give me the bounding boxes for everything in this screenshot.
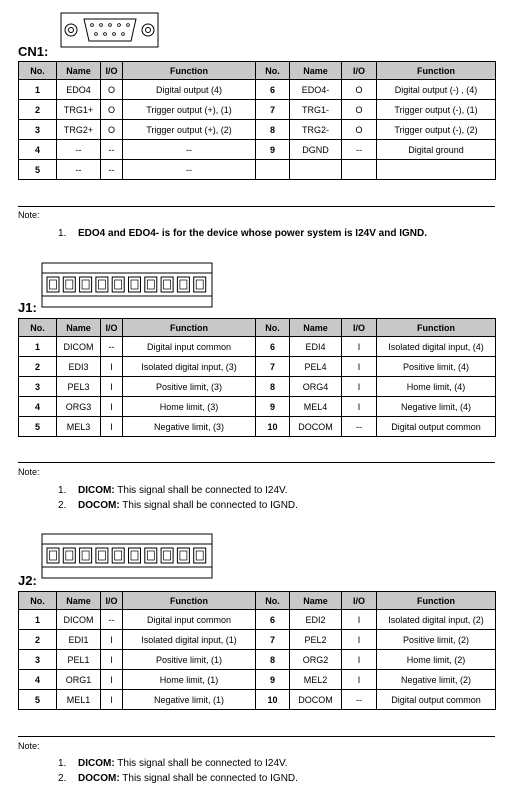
- column-header: Name: [57, 592, 101, 610]
- table-cell: EDO4: [57, 80, 101, 100]
- table-cell: 6: [256, 337, 290, 357]
- table-row: [19, 120, 496, 140]
- table-cell: 3: [19, 377, 57, 397]
- table-cell: Isolated digital input, (2): [377, 610, 496, 630]
- table-cell: 7: [256, 357, 290, 377]
- column-header: Name: [290, 62, 342, 80]
- note-item: [58, 498, 298, 513]
- table-cell: 6: [256, 610, 290, 630]
- table-cell: I: [101, 417, 123, 437]
- table-cell: Digital output (4): [123, 80, 256, 100]
- table-cell: 6: [256, 80, 290, 100]
- table-cell: 8: [256, 377, 290, 397]
- note-text: This signal shall be connected to I24V.: [114, 485, 288, 496]
- table-row: [19, 100, 496, 120]
- table-cell: [290, 160, 342, 180]
- table-cell: PEL3: [57, 377, 101, 397]
- note-number: 2.: [58, 500, 67, 511]
- note-item: [58, 771, 298, 786]
- column-header: No.: [256, 592, 290, 610]
- j1-label: J1:: [18, 300, 37, 315]
- table-cell: Negative limit, (2): [377, 670, 496, 690]
- table-cell: Digital input common: [123, 610, 256, 630]
- table-cell: PEL4: [290, 357, 342, 377]
- note-number: 1.: [58, 228, 67, 239]
- table-cell: --: [101, 337, 123, 357]
- note-bold-text: DOCOM:: [78, 773, 120, 784]
- table-cell: --: [342, 140, 377, 160]
- cn1-label: CN1:: [18, 44, 49, 59]
- table-cell: PEL1: [57, 650, 101, 670]
- table-cell: DOCOM: [290, 690, 342, 710]
- table-cell: DGND: [290, 140, 342, 160]
- table-cell: 1: [19, 610, 57, 630]
- table-cell: I: [342, 377, 377, 397]
- table-cell: Positive limit, (2): [377, 630, 496, 650]
- table-cell: TRG1-: [290, 100, 342, 120]
- column-header: I/O: [342, 592, 377, 610]
- note-item: [58, 226, 427, 241]
- table-header-row: [19, 62, 496, 80]
- table-cell: O: [101, 120, 123, 140]
- table-cell: --: [57, 160, 101, 180]
- column-header: I/O: [101, 592, 123, 610]
- table-cell: 9: [256, 140, 290, 160]
- column-header: Function: [377, 592, 496, 610]
- table-header-row: [19, 592, 496, 610]
- table-cell: 9: [256, 397, 290, 417]
- table-cell: --: [123, 160, 256, 180]
- table-cell: DICOM: [57, 337, 101, 357]
- j1-notes: [58, 483, 298, 513]
- table-cell: 10: [256, 690, 290, 710]
- table-cell: Home limit, (2): [377, 650, 496, 670]
- table-row: [19, 337, 496, 357]
- table-cell: 1: [19, 80, 57, 100]
- table-cell: ORG3: [57, 397, 101, 417]
- cn1-pin-table: [18, 61, 496, 180]
- table-row: [19, 140, 496, 160]
- table-cell: [342, 160, 377, 180]
- table-cell: 8: [256, 120, 290, 140]
- j2-pin-table: [18, 591, 496, 710]
- terminal-block-icon: [40, 533, 215, 579]
- cn1-note-label: Note:: [18, 210, 40, 220]
- table-row: [19, 610, 496, 630]
- table-cell: O: [342, 120, 377, 140]
- table-cell: Negative limit, (1): [123, 690, 256, 710]
- table-cell: --: [57, 140, 101, 160]
- note-text: This signal shall be connected to I24V.: [114, 758, 288, 769]
- table-cell: Isolated digital input, (1): [123, 630, 256, 650]
- table-cell: --: [342, 690, 377, 710]
- table-cell: Trigger output (-), (2): [377, 120, 496, 140]
- table-cell: 5: [19, 690, 57, 710]
- table-cell: DOCOM: [290, 417, 342, 437]
- table-cell: 5: [19, 160, 57, 180]
- table-cell: --: [342, 417, 377, 437]
- terminal-block-icon: [40, 262, 215, 308]
- table-cell: Digital input common: [123, 337, 256, 357]
- note-bold-text: DOCOM:: [78, 500, 120, 511]
- table-row: [19, 417, 496, 437]
- table-cell: Digital ground: [377, 140, 496, 160]
- table-cell: 4: [19, 397, 57, 417]
- table-cell: I: [101, 690, 123, 710]
- table-cell: Negative limit, (3): [123, 417, 256, 437]
- table-cell: [377, 160, 496, 180]
- table-cell: Digital output (-) , (4): [377, 80, 496, 100]
- j2-notes: [58, 756, 298, 786]
- table-cell: TRG1+: [57, 100, 101, 120]
- table-cell: 2: [19, 630, 57, 650]
- table-cell: Home limit, (4): [377, 377, 496, 397]
- table-cell: ORG4: [290, 377, 342, 397]
- table-cell: Home limit, (1): [123, 670, 256, 690]
- table-cell: 4: [19, 670, 57, 690]
- table-cell: Trigger output (+), (2): [123, 120, 256, 140]
- table-row: [19, 650, 496, 670]
- table-cell: 8: [256, 650, 290, 670]
- table-cell: MEL1: [57, 690, 101, 710]
- column-header: Name: [57, 319, 101, 337]
- table-cell: Digital output common: [377, 417, 496, 437]
- column-header: Function: [123, 319, 256, 337]
- j2-label: J2:: [18, 573, 37, 588]
- table-cell: EDI4: [290, 337, 342, 357]
- table-cell: Positive limit, (1): [123, 650, 256, 670]
- table-cell: --: [123, 140, 256, 160]
- note-bold-text: DICOM:: [78, 485, 115, 496]
- table-row: [19, 357, 496, 377]
- table-row: [19, 377, 496, 397]
- table-cell: TRG2+: [57, 120, 101, 140]
- table-cell: EDI3: [57, 357, 101, 377]
- table-cell: I: [342, 357, 377, 377]
- table-cell: I: [101, 630, 123, 650]
- j1-note-label: Note:: [18, 467, 40, 477]
- table-cell: I: [101, 650, 123, 670]
- note-text: This signal shall be connected to IGND.: [119, 500, 298, 511]
- table-cell: 2: [19, 100, 57, 120]
- table-cell: 10: [256, 417, 290, 437]
- table-cell: O: [342, 100, 377, 120]
- table-cell: I: [342, 670, 377, 690]
- note-number: 1.: [58, 758, 67, 769]
- table-cell: O: [101, 100, 123, 120]
- table-cell: O: [342, 80, 377, 100]
- table-cell: MEL3: [57, 417, 101, 437]
- note-text: This signal shall be connected to IGND.: [119, 773, 298, 784]
- table-cell: PEL2: [290, 630, 342, 650]
- column-header: No.: [19, 592, 57, 610]
- column-header: Function: [123, 62, 256, 80]
- table-cell: [256, 160, 290, 180]
- column-header: Function: [377, 319, 496, 337]
- table-cell: Trigger output (+), (1): [123, 100, 256, 120]
- column-header: No.: [19, 62, 57, 80]
- column-header: No.: [256, 319, 290, 337]
- note-bold-text: EDO4 and EDO4- is for the device whose power system is I24V and IGND.: [78, 228, 427, 239]
- column-header: Name: [290, 319, 342, 337]
- note-item: [58, 756, 298, 771]
- table-cell: 7: [256, 100, 290, 120]
- table-cell: 2: [19, 357, 57, 377]
- note-number: 2.: [58, 773, 67, 784]
- table-cell: DICOM: [57, 610, 101, 630]
- column-header: Name: [290, 592, 342, 610]
- table-cell: EDO4-: [290, 80, 342, 100]
- table-row: [19, 670, 496, 690]
- dsub-connector-icon: [60, 10, 160, 50]
- table-cell: Positive limit, (4): [377, 357, 496, 377]
- table-cell: EDI1: [57, 630, 101, 650]
- j1-pin-table: [18, 318, 496, 437]
- note-bold-text: DICOM:: [78, 758, 115, 769]
- note-item: [58, 483, 298, 498]
- table-cell: EDI2: [290, 610, 342, 630]
- column-header: No.: [256, 62, 290, 80]
- column-header: I/O: [101, 319, 123, 337]
- table-cell: Trigger output (-), (1): [377, 100, 496, 120]
- table-header-row: [19, 319, 496, 337]
- table-cell: I: [101, 397, 123, 417]
- table-cell: Positive limit, (3): [123, 377, 256, 397]
- table-cell: --: [101, 610, 123, 630]
- column-header: Function: [123, 592, 256, 610]
- table-cell: I: [101, 670, 123, 690]
- table-cell: 3: [19, 650, 57, 670]
- table-cell: MEL4: [290, 397, 342, 417]
- table-cell: --: [101, 140, 123, 160]
- table-row: [19, 160, 496, 180]
- table-cell: Digital output common: [377, 690, 496, 710]
- table-cell: I: [101, 377, 123, 397]
- table-cell: 1: [19, 337, 57, 357]
- table-cell: I: [342, 337, 377, 357]
- table-cell: Isolated digital input, (4): [377, 337, 496, 357]
- table-row: [19, 80, 496, 100]
- table-cell: 5: [19, 417, 57, 437]
- table-cell: I: [101, 357, 123, 377]
- table-cell: I: [342, 650, 377, 670]
- column-header: I/O: [342, 62, 377, 80]
- table-cell: 7: [256, 630, 290, 650]
- table-cell: 3: [19, 120, 57, 140]
- column-header: I/O: [101, 62, 123, 80]
- table-cell: MEL2: [290, 670, 342, 690]
- table-cell: ORG1: [57, 670, 101, 690]
- table-row: [19, 397, 496, 417]
- table-cell: Negative limit, (4): [377, 397, 496, 417]
- table-cell: I: [342, 397, 377, 417]
- column-header: Name: [57, 62, 101, 80]
- table-cell: I: [342, 630, 377, 650]
- column-header: Function: [377, 62, 496, 80]
- j2-note-label: Note:: [18, 741, 40, 751]
- cn1-notes: [58, 226, 427, 241]
- table-cell: TRG2-: [290, 120, 342, 140]
- table-cell: Home limit, (3): [123, 397, 256, 417]
- note-number: 1.: [58, 485, 67, 496]
- table-cell: 4: [19, 140, 57, 160]
- table-cell: 9: [256, 670, 290, 690]
- table-cell: I: [342, 610, 377, 630]
- table-row: [19, 690, 496, 710]
- table-cell: Isolated digital input, (3): [123, 357, 256, 377]
- table-cell: O: [101, 80, 123, 100]
- table-cell: ORG2: [290, 650, 342, 670]
- column-header: No.: [19, 319, 57, 337]
- table-row: [19, 630, 496, 650]
- table-cell: --: [101, 160, 123, 180]
- column-header: I/O: [342, 319, 377, 337]
